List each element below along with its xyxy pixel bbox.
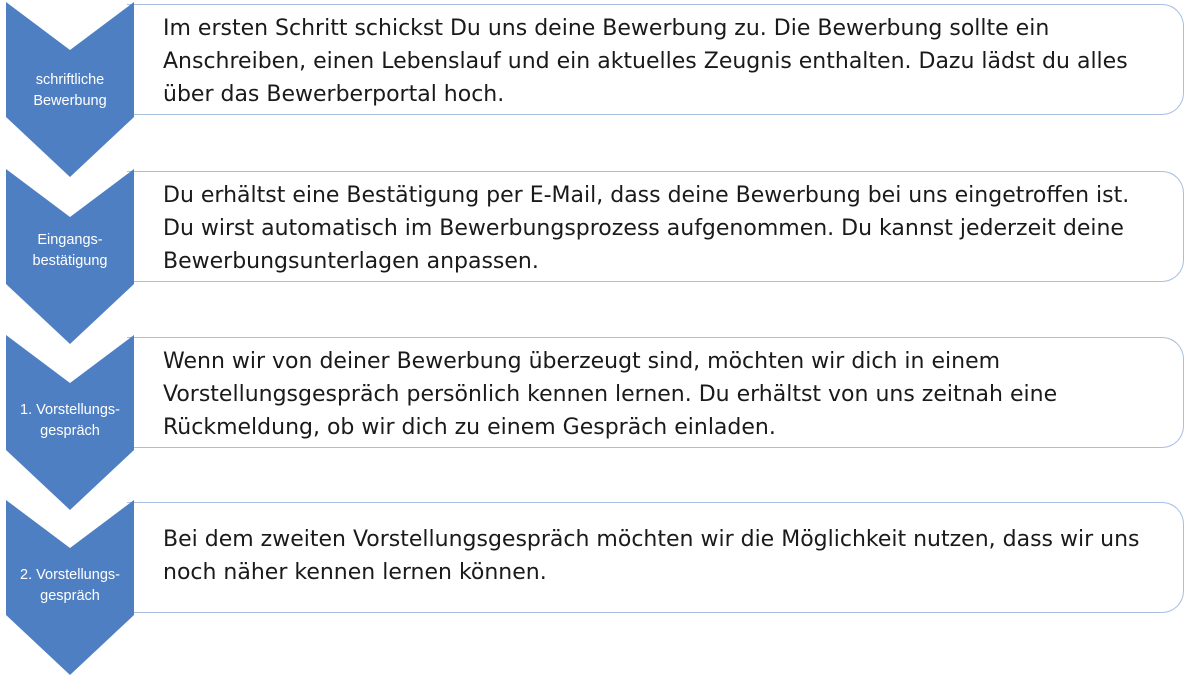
step-description-text: Wenn wir von deiner Bewerbung überzeugt sind, möchten wir dich in einem Vorstellungsgespräch persönlich kennen lernen. Du erhältst von uns zeitnah eine Rückmeldung, ob wir dich zu einem Gespräch einladen. <box>163 349 1058 440</box>
step-label: schriftliche Bewerbung <box>33 72 107 109</box>
step-description-box <box>127 337 1184 448</box>
process-step-1 <box>0 2 1200 177</box>
process-step-3 <box>0 335 1200 510</box>
step-description-text: Du erhältst eine Bestätigung per E-Mail, dass deine Bewerbung bei uns eingetroffen ist. Du wirst automatisch im Bewerbungsprozess aufgenommen. Du kannst jederzeit deine Bewerbungsunterlagen anpassen. <box>163 183 1130 274</box>
step-description-text: Bei dem zweiten Vorstellungsgespräch möchten wir die Möglichkeit nutzen, dass wir uns noch näher kennen lernen können. <box>163 527 1140 585</box>
step-label: 1. Vorstellungs- gespräch <box>20 402 120 439</box>
step-description-text: Im ersten Schritt schickst Du uns deine Bewerbung zu. Die Bewerbung sollte ein Anschreiben, einen Lebenslauf und ein aktuelles Zeugnis enthalten. Dazu lädst du alles über das Bewerberportal hoch. <box>163 16 1128 107</box>
step-label: Eingangs- bestätigung <box>32 232 108 269</box>
step-description-box <box>127 171 1184 282</box>
process-step-4 <box>0 500 1200 675</box>
process-step-2 <box>0 169 1200 344</box>
step-description-box <box>127 502 1184 613</box>
step-description-box <box>127 4 1184 115</box>
step-label: 2. Vorstellungs- gespräch <box>20 567 120 604</box>
